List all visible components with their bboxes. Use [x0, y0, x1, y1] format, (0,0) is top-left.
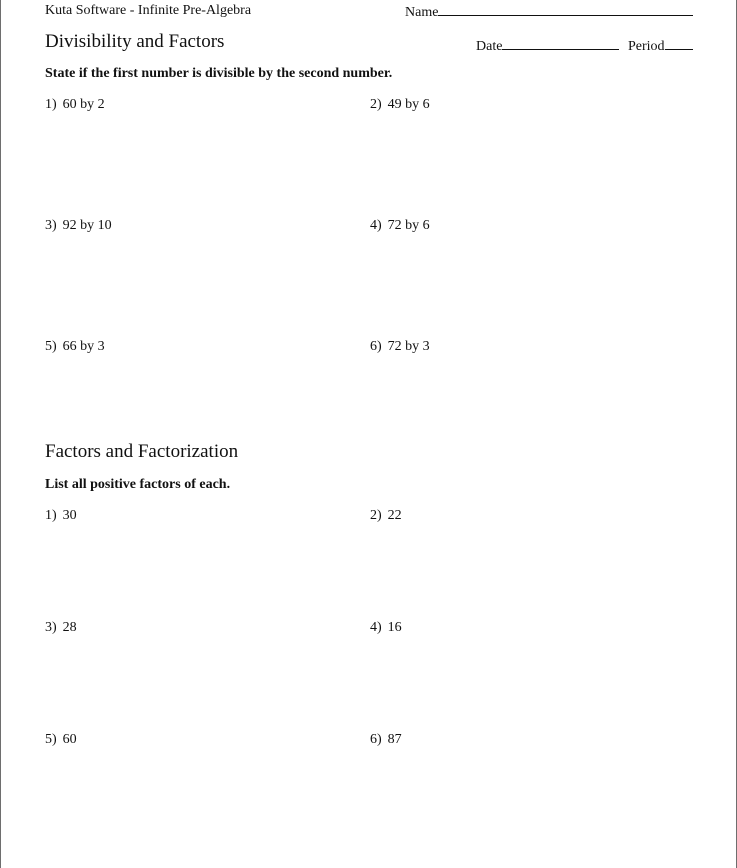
- problem-item: [370, 97, 430, 113]
- problem-text: 49 by 6: [387, 97, 430, 112]
- period-label: Period: [628, 39, 665, 54]
- problem-number: 1): [45, 508, 57, 523]
- name-label: Name: [405, 5, 439, 20]
- problem-number: 2): [370, 508, 382, 523]
- problem-item: [370, 339, 430, 355]
- name-blank-line: [438, 3, 693, 16]
- problem-item: [370, 508, 402, 524]
- problem-text: 66 by 3: [62, 339, 105, 354]
- problem-item: [45, 508, 77, 524]
- problem-number: 3): [45, 218, 57, 233]
- problem-text: 72 by 3: [387, 339, 430, 354]
- problem-text: 92 by 10: [62, 218, 112, 233]
- problem-item: [45, 218, 112, 234]
- problem-item: [370, 620, 402, 636]
- problem-number: 3): [45, 620, 57, 635]
- instruction-factorization: List all positive factors of each.: [45, 477, 231, 492]
- date-blank-line: [502, 37, 619, 50]
- problem-item: [45, 732, 77, 748]
- problem-number: 5): [45, 732, 57, 747]
- problem-number: 4): [370, 218, 382, 233]
- software-title: Kuta Software - Infinite Pre-Algebra: [45, 3, 252, 18]
- problem-item: [45, 97, 105, 113]
- problem-number: 4): [370, 620, 382, 635]
- date-field: [476, 37, 619, 55]
- problem-item: [370, 218, 430, 234]
- problem-item: [45, 620, 77, 636]
- problem-text: 30: [62, 508, 77, 523]
- problem-number: 6): [370, 339, 382, 354]
- problem-text: 60 by 2: [62, 97, 105, 112]
- period-field: [628, 37, 693, 55]
- problem-item: [45, 339, 105, 355]
- problem-number: 5): [45, 339, 57, 354]
- problem-text: 22: [387, 508, 402, 523]
- problem-number: 2): [370, 97, 382, 112]
- problem-text: 87: [387, 732, 402, 747]
- instruction-divisibility: State if the first number is divisible by the second number.: [45, 66, 393, 81]
- date-label: Date: [476, 39, 503, 54]
- problem-text: 28: [62, 620, 77, 635]
- period-blank-line: [665, 37, 693, 50]
- section-title-divisibility: Divisibility and Factors: [45, 31, 225, 52]
- problem-text: 72 by 6: [387, 218, 430, 233]
- problem-text: 60: [62, 732, 77, 747]
- name-field: [405, 3, 693, 21]
- problem-text: 16: [387, 620, 402, 635]
- problem-number: 6): [370, 732, 382, 747]
- section-title-factorization: Factors and Factorization: [45, 441, 239, 462]
- problem-item: [370, 732, 402, 748]
- problem-number: 1): [45, 97, 57, 112]
